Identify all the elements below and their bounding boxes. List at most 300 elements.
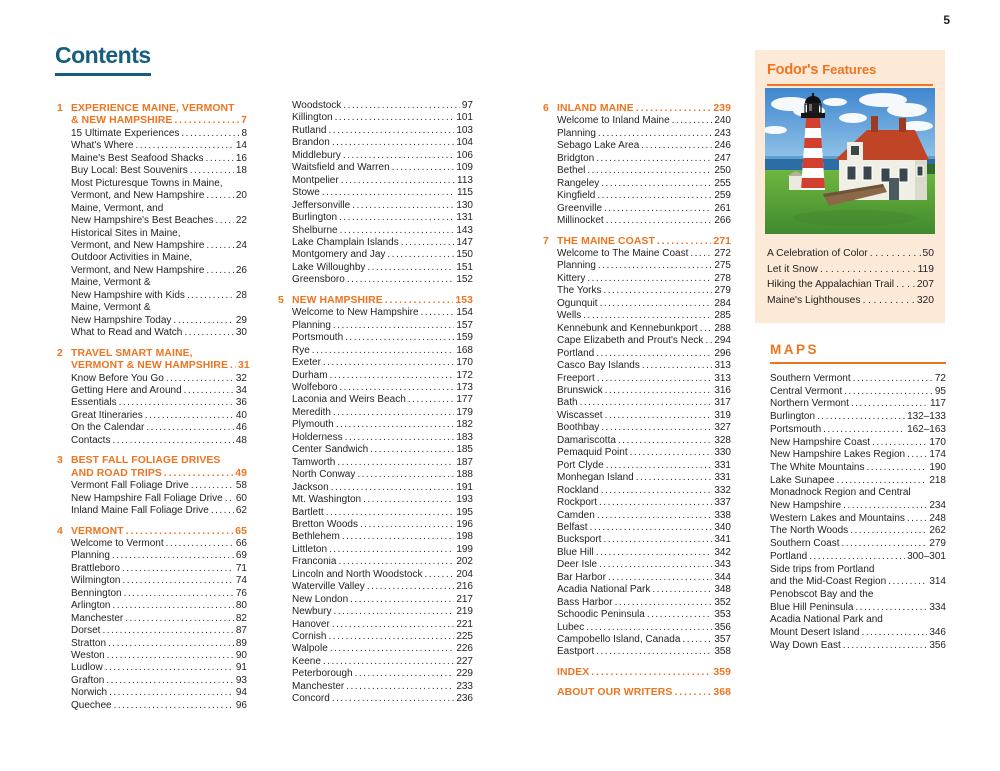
dot-leader	[352, 200, 454, 212]
page-ref: 58	[235, 480, 247, 492]
page-ref: 348	[714, 584, 731, 596]
label: Kennebunk and Kennebunkport	[557, 322, 698, 334]
maps-title: MAPS	[770, 342, 946, 364]
label: Wolfeboro	[292, 381, 338, 393]
dot-leader	[863, 293, 915, 309]
toc-entry	[278, 469, 473, 481]
features-label: Features	[822, 62, 877, 77]
toc-chapter	[543, 236, 731, 248]
toc-entry	[57, 505, 247, 517]
dot-leader	[603, 534, 712, 546]
dot-leader	[421, 307, 455, 319]
toc-entry	[57, 302, 247, 327]
dot-leader	[339, 212, 454, 224]
label: VERMONT	[71, 525, 124, 537]
toc-chapter	[57, 103, 247, 128]
label: Rockland	[557, 484, 599, 496]
label: Littleton	[292, 543, 328, 555]
toc-entry	[543, 622, 731, 634]
label: Maine's Best Seafood Shacks	[71, 152, 204, 164]
map-entry	[770, 449, 946, 462]
label: Kittery	[557, 272, 586, 284]
chapter-number: 6	[543, 103, 549, 114]
page-ref: 174	[929, 449, 946, 461]
dot-leader	[424, 569, 454, 581]
dot-leader	[211, 505, 234, 517]
dot-leader	[329, 544, 454, 556]
toc-entry	[57, 435, 247, 447]
label: Cape Elizabeth and Prout's Neck	[557, 335, 704, 347]
toc-entry	[543, 547, 731, 559]
dot-leader	[346, 681, 454, 693]
feature-entry	[767, 262, 934, 278]
page-ref: 190	[929, 461, 946, 473]
page-ref: 248	[929, 512, 946, 524]
toc-chapter	[57, 526, 247, 538]
dot-leader	[330, 370, 455, 382]
toc-entry	[278, 619, 473, 631]
dot-leader	[206, 190, 233, 202]
dot-leader	[896, 277, 915, 293]
dot-leader	[605, 410, 713, 422]
dot-leader	[601, 178, 712, 190]
dot-leader	[597, 373, 713, 385]
page-ref: 217	[456, 593, 473, 605]
page-ref: 26	[235, 264, 247, 276]
toc-chapter	[57, 347, 250, 373]
page-ref: 284	[714, 297, 731, 309]
label: AND ROAD TRIPS	[71, 467, 162, 479]
label: Lake Sunapee	[770, 474, 835, 486]
page-ref: 250	[714, 165, 731, 177]
label: New Hampshire Fall Foliage Drive	[71, 492, 223, 504]
dot-leader	[601, 422, 712, 434]
label: Welcome to New Hampshire	[292, 307, 419, 319]
label: Stowe	[292, 187, 320, 199]
toc-entry	[57, 600, 247, 612]
page-ref: 246	[714, 140, 731, 152]
page-ref: 340	[714, 521, 731, 533]
dot-leader	[850, 525, 927, 538]
dot-leader	[591, 667, 711, 679]
dot-leader	[606, 215, 713, 227]
label: Wiscasset	[557, 409, 603, 421]
toc-entry	[543, 285, 731, 297]
map-entry	[770, 525, 946, 538]
label: Blue Hill	[557, 546, 594, 558]
dot-leader	[401, 237, 455, 249]
dot-leader	[601, 485, 713, 497]
dot-leader	[332, 619, 455, 631]
map-entry	[770, 589, 946, 614]
dot-leader	[105, 662, 234, 674]
toc-entry	[278, 544, 473, 556]
toc-entry	[57, 662, 247, 674]
page-ref: 150	[456, 249, 473, 261]
dot-leader	[343, 100, 460, 112]
label: Planning	[557, 260, 596, 272]
label: Bridgton	[557, 152, 595, 164]
dot-leader	[630, 447, 713, 459]
label: New Hampshire Today	[71, 314, 172, 326]
dot-leader	[342, 531, 455, 543]
page-ref: 221	[456, 618, 473, 630]
toc-entry	[543, 460, 731, 472]
dot-leader	[642, 360, 712, 372]
page-ref: 60	[235, 492, 247, 504]
maps-list	[770, 373, 946, 652]
dot-leader	[191, 480, 234, 492]
toc-entry	[543, 584, 731, 596]
dot-leader	[322, 187, 455, 199]
page-ref: 22	[235, 215, 247, 227]
dot-leader	[647, 609, 712, 621]
label: Freeport	[557, 372, 595, 384]
page-ref: 74	[235, 575, 247, 587]
toc-entry	[543, 248, 731, 260]
page-ref: 357	[714, 634, 731, 646]
toc-entry	[57, 650, 247, 662]
label: Jeffersonville	[292, 199, 351, 211]
dot-leader	[345, 432, 455, 444]
label: Planning	[292, 319, 331, 331]
label: Franconia	[292, 556, 337, 568]
dot-leader	[341, 175, 455, 187]
dot-leader	[809, 551, 905, 564]
page-ref: 259	[714, 190, 731, 202]
label: Shelburne	[292, 224, 338, 236]
map-entry	[770, 538, 946, 551]
dot-leader	[326, 507, 455, 519]
dot-leader	[608, 572, 712, 584]
dot-leader	[109, 687, 234, 699]
page-ref: 49	[235, 467, 247, 479]
dot-leader	[206, 265, 233, 277]
label: Rye	[292, 344, 310, 356]
dot-leader	[338, 556, 454, 568]
dot-leader	[817, 411, 905, 424]
label: Wells	[557, 310, 582, 322]
chapter-number: 2	[57, 347, 63, 359]
page-ref: 330	[714, 447, 731, 459]
dot-leader	[599, 497, 712, 509]
label-line: BEST FALL FOLIAGE DRIVES	[71, 455, 221, 467]
label: Kingfield	[557, 190, 596, 202]
toc-entry	[57, 410, 247, 422]
dot-leader	[330, 643, 455, 655]
label: Weston	[71, 650, 105, 662]
page-ref: 36	[235, 397, 247, 409]
label: Inland Maine Fall Foliage Drive	[71, 505, 209, 517]
label: The Yorks	[557, 285, 602, 297]
dot-leader	[112, 435, 233, 447]
page-ref: 65	[235, 525, 247, 537]
page-ref: 271	[713, 235, 731, 247]
label: Tamworth	[292, 456, 336, 468]
label: Know Before You Go	[71, 372, 164, 384]
dot-leader	[225, 493, 234, 505]
label: Plymouth	[292, 419, 334, 431]
page-ref: 195	[456, 506, 473, 518]
label: Bucksport	[557, 534, 602, 546]
label: Hiking the Appalachian Trail	[767, 279, 895, 290]
label: 15 Ultimate Experiences	[71, 127, 180, 139]
toc-entry	[543, 260, 731, 272]
page-ref: 294	[714, 335, 731, 347]
toc-entry	[57, 203, 247, 228]
label: What's Where	[71, 140, 134, 152]
dot-leader	[596, 547, 713, 559]
page-ref: 91	[235, 662, 247, 674]
label: Way Down East	[770, 639, 841, 651]
toc-entry	[57, 373, 247, 385]
page-ref: 104	[456, 137, 473, 149]
page-ref: 342	[714, 546, 731, 558]
page-ref: 24	[235, 239, 247, 251]
dot-leader	[323, 656, 454, 668]
page-ref: 29	[235, 314, 247, 326]
label: Monhegan Island	[557, 472, 634, 484]
dot-leader	[190, 165, 234, 177]
page-ref: 119	[917, 263, 934, 275]
dot-leader	[230, 360, 236, 372]
label: Bass Harbor	[557, 596, 613, 608]
page-ref: 334	[929, 601, 946, 613]
label: Ludlow	[71, 662, 103, 674]
dot-leader	[603, 285, 712, 297]
toc-entry	[278, 556, 473, 568]
dot-leader	[392, 162, 455, 174]
page-ref: 240	[714, 115, 731, 127]
page-ref: 14	[235, 140, 247, 152]
page-ref: 183	[456, 431, 473, 443]
page-ref: 90	[235, 650, 247, 662]
page-ref: 32	[235, 372, 247, 384]
map-entry	[770, 373, 946, 386]
toc-entry	[543, 360, 731, 372]
dot-leader	[166, 373, 234, 385]
dot-leader	[705, 335, 712, 347]
label: Bethel	[557, 165, 586, 177]
page-ref: 157	[456, 319, 473, 331]
toc-entry	[57, 613, 247, 625]
page-ref: 71	[235, 562, 247, 574]
dot-leader	[333, 320, 454, 332]
label: Schoodic Peninsula	[557, 609, 645, 621]
page-ref: 168	[456, 344, 473, 356]
label: Montpelier	[292, 174, 339, 186]
chapter-number: 7	[543, 235, 549, 247]
toc-entry	[543, 348, 731, 360]
dot-leader	[122, 563, 234, 575]
page-ref: 18	[235, 165, 247, 177]
label-line: Most Picturesque Towns in Maine,	[71, 177, 223, 189]
chapter-number: 4	[57, 525, 63, 537]
toc-entry	[543, 397, 731, 409]
toc-entry	[57, 153, 247, 165]
map-entry	[770, 475, 946, 488]
dot-leader	[408, 394, 455, 406]
dot-leader	[174, 115, 239, 127]
maps-section	[770, 342, 946, 652]
dot-leader	[586, 622, 712, 634]
page-ref: 337	[714, 497, 731, 509]
label: Peterborough	[292, 668, 353, 680]
label: Acadia National Park	[557, 584, 651, 596]
label: Getting Here and Around	[71, 384, 182, 396]
toc-entry	[278, 345, 473, 357]
map-entry	[770, 551, 946, 564]
label: Port Clyde	[557, 459, 604, 471]
page-ref: 346	[929, 627, 946, 639]
page-ref: 8	[241, 127, 247, 139]
page-ref: 106	[456, 149, 473, 161]
toc-entry	[278, 482, 473, 494]
toc-chapter	[543, 687, 731, 699]
dot-leader	[652, 584, 712, 596]
map-entry	[770, 564, 946, 589]
label: North Conway	[292, 469, 356, 481]
page-ref: 95	[934, 385, 946, 397]
dot-leader	[331, 482, 455, 494]
dot-leader	[184, 385, 234, 397]
page-ref: 234	[929, 500, 946, 512]
dot-leader	[636, 103, 712, 115]
label: Mt. Washington	[292, 494, 362, 506]
dot-leader	[347, 274, 455, 286]
toc-entry	[278, 432, 473, 444]
label: Pemaquid Point	[557, 447, 628, 459]
toc-entry	[278, 137, 473, 149]
map-entry	[770, 640, 946, 653]
dot-leader	[599, 559, 712, 571]
toc-chapter	[543, 103, 731, 115]
label: and the Mid-Coast Region	[770, 576, 887, 588]
label: Burlington	[770, 411, 816, 423]
page-ref: 147	[456, 236, 473, 248]
dot-leader	[119, 397, 234, 409]
dot-leader	[164, 468, 233, 480]
toc-entry	[278, 681, 473, 693]
dot-leader	[122, 575, 233, 587]
dot-leader	[184, 327, 234, 339]
label: Western Lakes and Mountains	[770, 512, 905, 524]
label: Planning	[557, 127, 596, 139]
label: Manchester	[71, 612, 124, 624]
dot-leader	[600, 298, 713, 310]
label: Bretton Woods	[292, 518, 358, 530]
dot-leader	[842, 538, 928, 551]
page-ref: 131	[456, 212, 473, 224]
page-ref: 300–301	[907, 550, 946, 562]
page-ref: 227	[456, 655, 473, 667]
page-ref: 173	[456, 381, 473, 393]
dot-leader	[843, 640, 928, 653]
page-ref: 338	[714, 509, 731, 521]
label: New Hampshire's Best Beaches	[71, 215, 214, 227]
page-ref: 356	[714, 621, 731, 633]
page-ref: 103	[456, 124, 473, 136]
dot-leader	[867, 462, 928, 475]
label: NEW HAMPSHIRE	[292, 294, 383, 306]
toc-entry	[543, 510, 731, 522]
dot-leader	[580, 397, 713, 409]
map-entry	[770, 398, 946, 411]
label: Buy Local: Best Souvenirs	[71, 165, 188, 177]
dot-leader	[107, 650, 234, 662]
toc-entry	[278, 407, 473, 419]
dot-leader	[112, 550, 234, 562]
page-ref: 204	[456, 568, 473, 580]
fodors-logo: Fodor's	[767, 62, 819, 78]
label: Woodstock	[292, 100, 342, 111]
dot-leader	[820, 262, 916, 278]
toc-entry	[543, 165, 731, 177]
label: Campobello Island, Canada	[557, 634, 681, 646]
page-ref: 327	[714, 422, 731, 434]
dot-leader	[862, 627, 928, 640]
dot-leader	[844, 386, 933, 399]
label: Vermont Fall Foliage Drive	[71, 480, 189, 492]
toc-entry	[57, 165, 247, 177]
page-ref: 170	[456, 357, 473, 369]
label: Brandon	[292, 137, 330, 149]
dot-leader	[605, 385, 713, 397]
toc-entry	[57, 675, 247, 687]
toc-entry	[278, 112, 473, 124]
dot-leader	[343, 150, 454, 162]
toc-entry	[543, 410, 731, 422]
page-ref: 46	[235, 422, 247, 434]
label: Great Itineraries	[71, 409, 143, 421]
label: Sebago Lake Area	[557, 140, 640, 152]
toc-entry	[278, 200, 473, 212]
page-ref: 202	[456, 556, 473, 568]
page-ref: 179	[456, 406, 473, 418]
dot-leader	[173, 315, 233, 327]
dot-leader	[583, 310, 712, 322]
features-divider	[767, 84, 933, 86]
page-number: 5	[943, 13, 950, 27]
label-line: Maine, Vermont, and	[71, 202, 164, 214]
page-ref: 153	[455, 294, 473, 306]
toc-entry	[278, 320, 473, 332]
toc-entry	[278, 631, 473, 643]
page-ref: 344	[714, 571, 731, 583]
label: Lubec	[557, 621, 585, 633]
dot-leader	[206, 153, 234, 165]
label: ABOUT OUR WRITERS	[557, 687, 673, 699]
label: Portsmouth	[292, 332, 344, 344]
page-ref: 262	[929, 525, 946, 537]
label: New Hampshire	[770, 500, 842, 512]
dot-leader	[597, 510, 713, 522]
page-ref: 7	[241, 115, 247, 127]
label: Millinocket	[557, 215, 604, 227]
toc-entry	[57, 128, 247, 140]
toc-entry	[543, 534, 731, 546]
label: Exeter	[292, 357, 321, 369]
label: A Celebration of Color	[767, 248, 868, 259]
label: Hanover	[292, 618, 330, 630]
dot-leader	[187, 290, 234, 302]
page-ref: 275	[714, 260, 731, 272]
page-ref: 296	[714, 347, 731, 359]
toc-entry	[57, 252, 247, 277]
dot-leader	[108, 638, 234, 650]
page-ref: 207	[916, 279, 934, 290]
page-ref: 16	[235, 152, 247, 164]
